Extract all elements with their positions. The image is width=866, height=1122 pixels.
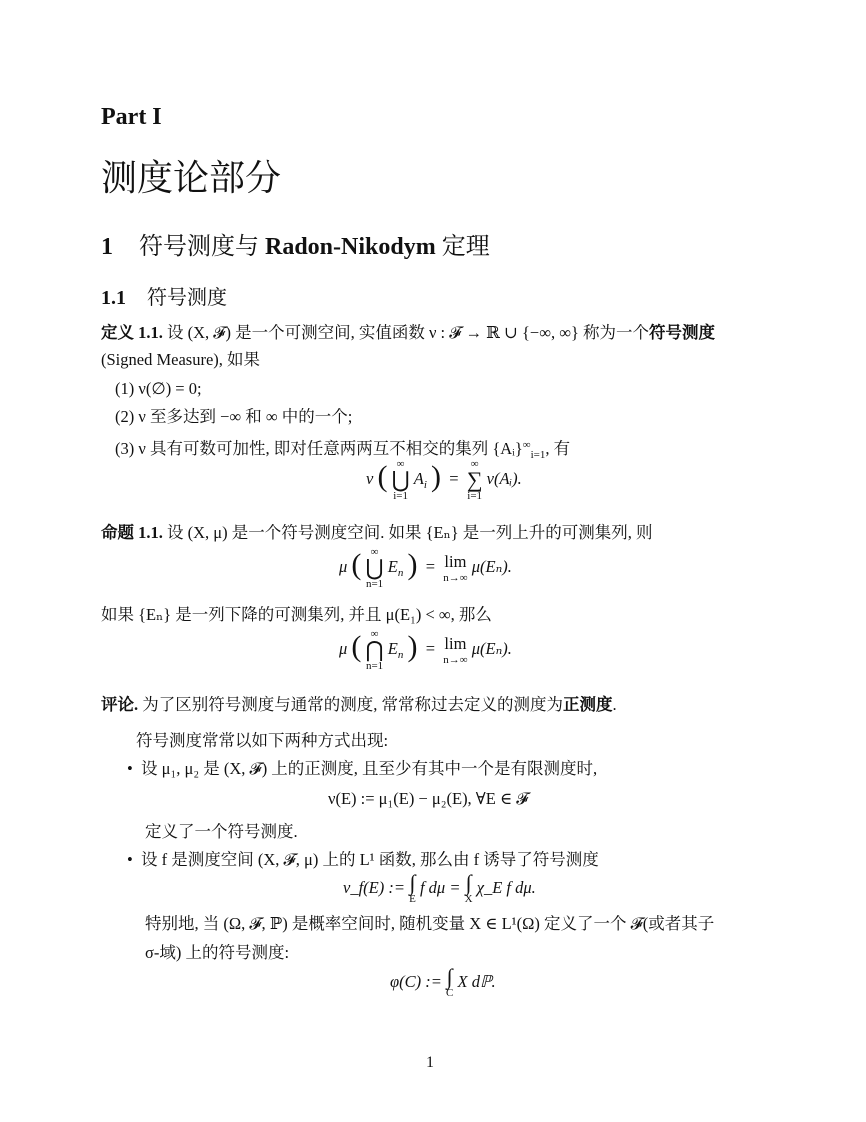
bullet-1 [127,757,597,781]
chapter-title: 测度论部分 [101,158,282,198]
eq5-left: φ(C) := [390,971,442,991]
equation-induced-measure: ν_f(E) := ∫ E f dμ = ∫ X χ_E f dμ. [343,870,536,905]
eq4-left: ν_f(E) := [343,877,405,897]
definition-item-1: (1) ν(∅) = 0; [115,379,202,398]
equation-difference-measure: ν(E) := μ₁(E) − μ₂(E), ∀E ∈ 𝓕 [328,789,529,808]
bullet-1-text: 设 μ₁, μ₂ 是 (X, 𝓕) 上的正测度, 且至少有其中一个是有限测度时, [141,759,598,778]
section-title-cn1: 符号测度与 [139,234,265,260]
bullet-icon: • [127,759,133,778]
eq1-right: ν(Aᵢ). [486,468,522,488]
remark-text: 为了区别符号测度与通常的测度, 常常称过去定义的测度为 [142,695,563,714]
equation-countable-additivity: ν ( ∞ ⋃ i=1 $A_i$ ) = ∞ ∑ i=1 ν(Aᵢ). [366,458,522,502]
definition-text: 设 (X, 𝓕) 是一个可测空间, 实值函数 ν : 𝓕 → ℝ ∪ {−∞, ∞} 称为一个 [167,323,650,342]
bullet-2-after-1: 特别地, 当 (Ω, 𝓕, ℙ) 是概率空间时, 随机变量 X ∈ L¹(Ω) 定义了一个 𝓕(或者其子 [145,914,715,933]
eq4-mid: f dμ = [419,877,461,897]
eq1-left: ν [366,468,374,488]
remark-term: 正测度 [563,695,613,714]
section-heading [101,226,490,261]
equation-increasing-limit: μ ( ∞ ⋃ n=1 $E_n$ ) = lim n→∞ μ(Eₙ). [339,546,512,590]
definition-line-2: (Signed Measure), 如果 [101,350,261,369]
section-number: 1 [101,234,113,260]
proposition-line-2: 如果 {Eₙ} 是一列下降的可测集列, 并且 μ(E₁) < ∞, 那么 [101,605,492,624]
eq3-right: μ(Eₙ). [471,638,512,658]
definition-label: 定义 1.1. [101,323,163,342]
bullet-icon: • [127,850,133,869]
body-intro: 符号测度常常以如下两种方式出现: [136,731,389,750]
subsection-heading [101,281,227,310]
definition-item-3: (3) ν 具有可数可加性, 即对任意两两互不相交的集列 $\{Aᵢ\}^\infty_{i=1}$, 有 [115,439,571,461]
subsection-number: 1.1 [101,287,126,309]
definition-term: 符号测度 [649,323,716,342]
part-label: Part I [101,104,162,130]
page-number: 1 [426,1054,434,1071]
section-title-en: Radon-Nikodym [265,234,436,260]
item3-tail: , 有 [545,439,571,458]
proposition-label: 命题 1.1. [101,523,163,542]
section-title-cn2: 定理 [435,234,490,260]
definition-line-1 [101,321,715,345]
remark-label: 评论. [101,695,139,714]
eq2-right: μ(Eₙ). [471,556,512,576]
remark [101,693,617,717]
definition-item-2: (2) ν 至多达到 −∞ 和 ∞ 中的一个; [115,407,353,426]
eq5-right: X dℙ. [457,971,496,991]
remark-end: . [612,695,617,714]
bullet-2-after-2: σ-域) 上的符号测度: [145,943,290,962]
equation-random-variable-measure: φ(C) := ∫ C X dℙ. [390,964,496,999]
bullet-2 [127,848,599,872]
subsection-title: 符号测度 [147,287,227,309]
equation-decreasing-limit: μ ( ∞ ⋂ n=1 $E_n$ ) = lim n→∞ μ(Eₙ). [339,628,512,672]
bullet-1-after: 定义了一个符号测度. [145,822,298,841]
bullet-2-text: 设 f 是测度空间 (X, 𝓕, μ) 上的 L¹ 函数, 那么由 f 诱导了符号测度 [141,850,599,869]
proposition-text-1: 设 (X, μ) 是一个符号测度空间. 如果 {Eₙ} 是一列上升的可测集列, 则 [167,523,653,542]
item3-text: (3) ν 具有可数可加性, 即对任意两两互不相交的集列 {Aᵢ} [115,439,523,458]
eq4-right: χ_E f dμ. [476,877,536,897]
proposition-line-1 [101,521,653,545]
